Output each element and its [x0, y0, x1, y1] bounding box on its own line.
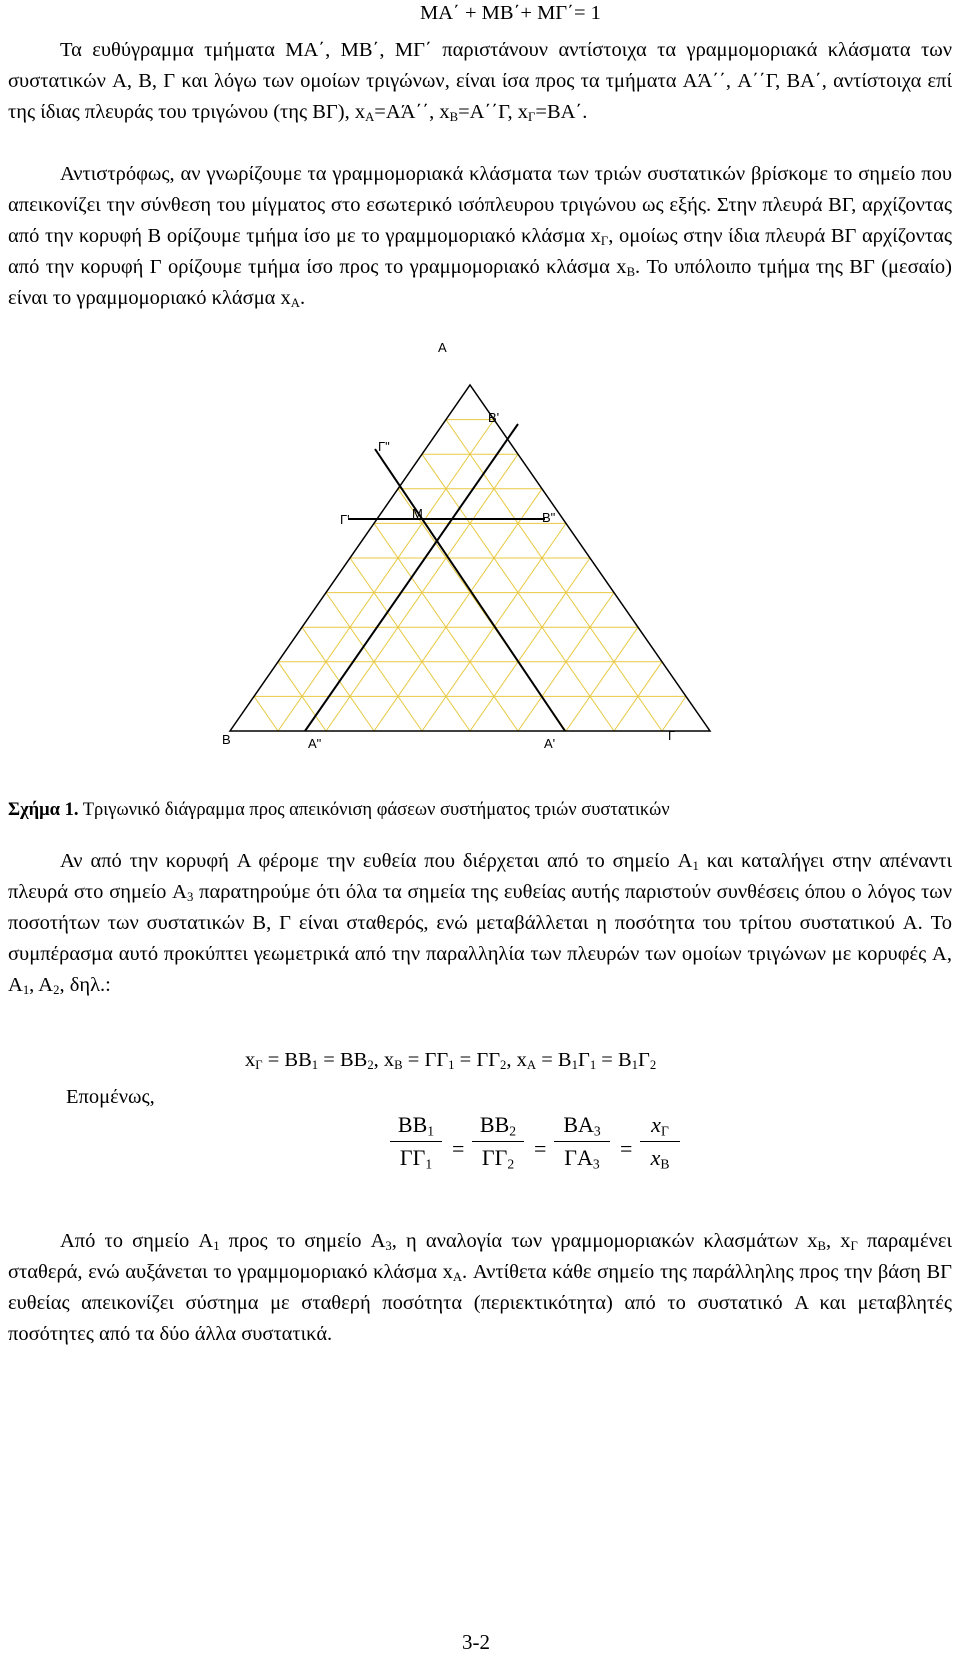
- ratio-fraction-4: $\frac{x_\Gamma}{x_B}$: [640, 1112, 680, 1171]
- grid-line-parallel-ab: [566, 627, 638, 731]
- ternary-diagram-svg: [220, 364, 740, 794]
- label-point-m: M: [412, 506, 423, 521]
- label-vertex-g: Γ: [668, 728, 676, 743]
- paragraph-1: Τα ευθύγραμμα τμήματα MA΄, MB΄, MΓ΄ παριστάνουν αντίστοιχα τα γραμμομοριακά κλάσματα των συστατικών A, B, Γ και λόγω των ομοίων τριγώνων, είναι ίσα προς τα τμήματα AΆ΄΄, A΄΄Γ, BA΄, αντίστοιχα επί της ίδιας πλευράς του τριγώνου (της ΒΓ), $x_A=AΆ΄΄$, $x_B=A΄΄\Gamma$, $x_\Gamma=BA΄$.: [8, 39, 952, 125]
- label-vertex-b: B: [222, 732, 231, 747]
- grid-lines: [254, 420, 686, 731]
- equation-segments: $x_\Gamma = BB_1 = BB_2$, $x_B = \Gamma\Gamma_1 = \Gamma\Gamma_2$, $x_A = B_1\Gamma_1 = B_1\Gamma_2$: [245, 1049, 657, 1073]
- paragraph-2: Αντιστρόφως, αν γνωρίζουμε τα γραμμομοριακά κλάσματα των τριών συστατικών βρίσκομε το σημείο που απεικονίζει την σύνθεση του μίγματος στο εσωτερικό ισόπλευρου τριγώνου ως εξής. Στην πλευρά ΒΓ, αρχίζοντας από την κορυφή Β ορίζουμε τμήμα ίσο με το γραμμομοριακό κλάσμα $x_\Gamma$, ομοίως στην ίδια πλευρά ΒΓ αρχίζοντας από την κορυφή Γ ορίζουμε τμήμα ίσο προς το γραμμομοριακό κλάσμα $x_B$. Το υπόλοιπο τμήμα της ΒΓ (μεσαίο) είναι το γραμμομοριακό κλάσμα $x_A$.: [8, 163, 953, 311]
- paragraph-4: Από το σημείο $A_1$ προς το σημείο $A_3$, η αναλογία των γραμμομοριακών κλασμάτων $x_B$, $x_\Gamma$ παραμένει σταθερά, ενώ αυξάνεται το γραμμομοριακό κλάσμα $x_A$. Αντίθετα κάθε σημείο της παράλληλης προς την βάση ΒΓ ευθείας απεικονίζει σύστημα με σταθερή ποσότητα (περιεκτικότητα) από το συστατικό A και μεταβλητές ποσότητες από τα δύο άλλα συστατικά.: [8, 1230, 952, 1345]
- label-g-dprime: Γ": [378, 439, 390, 454]
- grid-line-parallel-ab: [470, 558, 590, 731]
- equals-sign-3: =: [620, 1136, 633, 1161]
- grid-line-parallel-ac: [302, 627, 374, 731]
- equals-sign-2: =: [534, 1136, 547, 1161]
- page-number: 3-2: [462, 1630, 490, 1654]
- figure-caption: Σχήμα 1. Τριγωνικό διάγραμμα προς απεικόνιση φάσεων συστήματος τριών συστατικών: [8, 800, 670, 820]
- therefore-label: Επομένως,: [66, 1086, 155, 1108]
- paragraph-3: Αν από την κορυφή A φέρομε την ευθεία που διέρχεται από το σημείο $A_1$ και καταλήγει στην απέναντι πλευρά στο σημείο $A_3$ παρατηρούμε ότι όλα τα σημεία της ευθείας αυτής παριστούν συνθέσεις όπου ο λόγος των ποσοτήτων των συστατικών B, Γ είναι σταθερός, ενώ μεταβάλλεται η ποσότητα του τρίτου συστατικού A. Το συμπέρασμα αυτό προκύπτει γεωμετρικά από την παραλληλία των πλευρών των ομοίων τριγώνων με κορυφές A, $A_1$, $A_2$, δηλ.:: [8, 850, 952, 998]
- ratio-fraction-1: $\frac{BB_1}{\Gamma\Gamma_1}$: [390, 1112, 442, 1171]
- grid-line-parallel-ac: [254, 696, 278, 731]
- label-vertex-a: A: [438, 340, 447, 355]
- ternary-diagram: [220, 340, 740, 794]
- top-equation: MA΄ + MB΄+ MΓ΄= 1: [420, 2, 601, 24]
- label-g-prime: Γ': [340, 512, 350, 527]
- label-a-dprime: A": [308, 736, 322, 751]
- ratio-fraction-3: $\frac{BA_3}{\Gamma A_3}$: [554, 1112, 610, 1171]
- label-b-prime: B': [488, 410, 500, 425]
- label-a-prime: A': [544, 736, 556, 751]
- equals-sign-1: =: [452, 1136, 465, 1161]
- grid-line-parallel-ac: [446, 420, 662, 731]
- ratio-fraction-2: $\frac{BB_2}{\Gamma\Gamma_2}$: [472, 1112, 524, 1171]
- grid-line-parallel-ab: [662, 696, 686, 731]
- label-b-dprime: B": [542, 510, 556, 525]
- grid-line-parallel-ac: [350, 558, 470, 731]
- grid-line-parallel-ab: [374, 489, 542, 731]
